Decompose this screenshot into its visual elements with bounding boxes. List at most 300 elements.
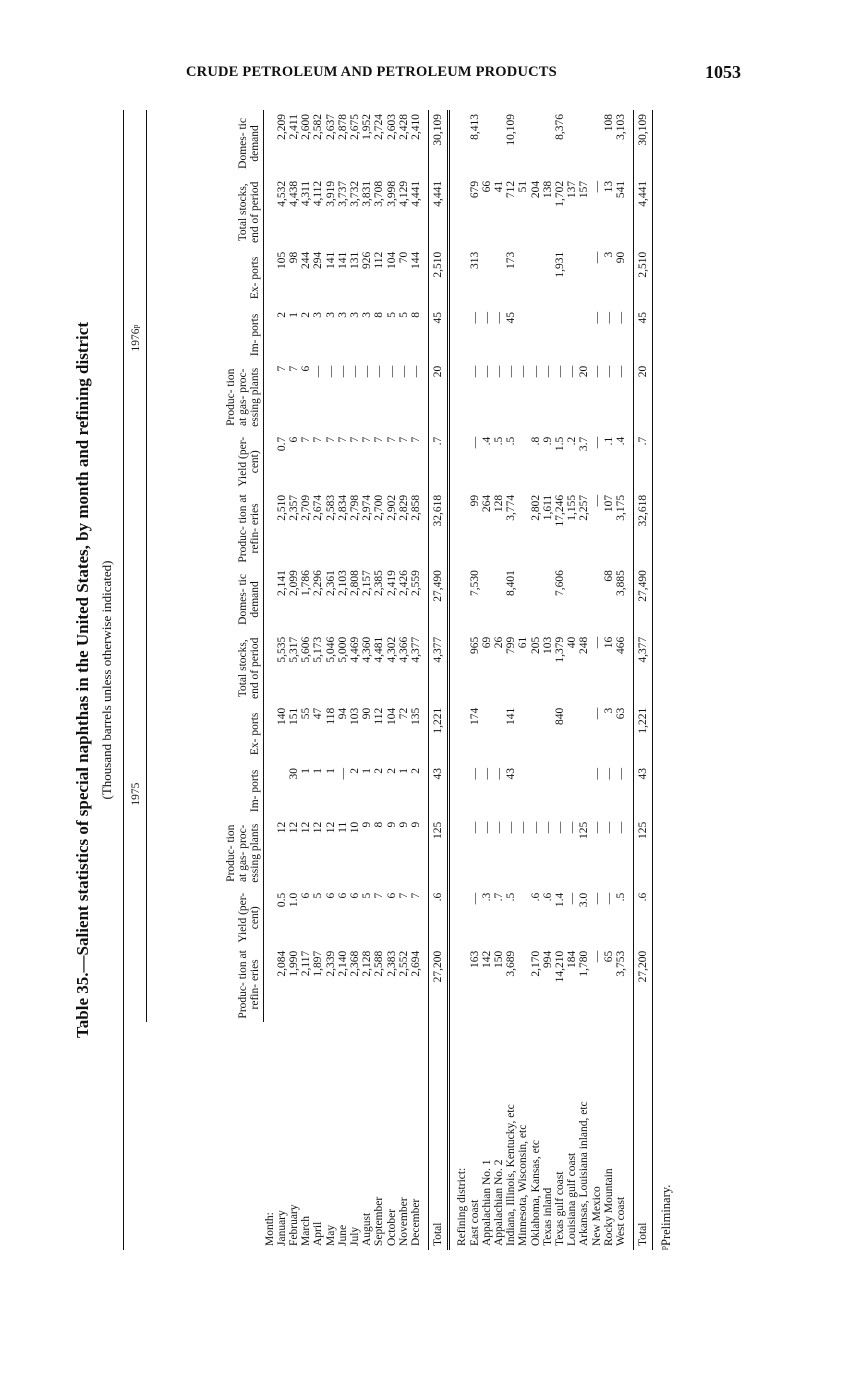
cell-1976-col3: —	[397, 365, 410, 378]
cell-1975-col1: 184	[566, 950, 579, 969]
cell-1975-col2: —	[468, 892, 481, 905]
cell-1976-col3: —	[312, 365, 325, 378]
month-row	[288, 110, 300, 1250]
cell-1975-col6: 4,377	[429, 633, 449, 704]
cell-1976-col4: —	[602, 312, 615, 324]
cell-1976-col5: —	[590, 251, 603, 264]
cell-1975-col6: 4,302	[385, 636, 398, 663]
column-header-1975-4: Im- ports	[147, 764, 264, 818]
cell-1976-col5	[530, 248, 542, 308]
cell-1976-col3: —	[602, 365, 615, 378]
cell-1975-col3: 12	[312, 821, 325, 834]
cell-1976-col5: 244	[300, 251, 313, 270]
cell-1975-col4: 1	[397, 767, 410, 774]
cell-1976-col2: 3.7	[578, 436, 591, 452]
footnote-text: Preliminary.	[659, 1184, 673, 1246]
cell-1976-col1: 2,829	[397, 494, 410, 521]
cell-1976-col5: 294	[312, 251, 325, 270]
cell-1976-col3: —	[348, 365, 361, 378]
cell-1976-col5: 3	[602, 251, 615, 258]
cell-1976-col4: 45	[634, 308, 653, 362]
cell-1976-col3: 20	[634, 362, 653, 433]
cell-1975-col1: 3,689	[505, 950, 518, 977]
cell-1975-col6: 103	[541, 636, 554, 655]
cell-1976-col5: 141	[336, 251, 349, 270]
cell-1976-col6: 4,441	[634, 177, 653, 248]
row-label: Rocky Mountain	[602, 1168, 615, 1246]
cell-1975-col2: —	[566, 892, 579, 905]
cell-1975-col3: —	[517, 821, 530, 834]
row-label: January	[275, 1210, 288, 1246]
cell-1976-col4: 3	[312, 312, 325, 318]
cell-1975-col5: 1,221	[634, 704, 653, 764]
cell-1976-col3: —	[492, 365, 505, 378]
cell-1975-col1: 142	[480, 950, 493, 969]
cell-1976-col1: 128	[492, 494, 505, 513]
cell-1976-col4: 2	[275, 312, 288, 318]
cell-1975-col1: 2,339	[324, 950, 337, 977]
cell-1976-col4: 3	[336, 312, 349, 318]
cell-1975-col1: 2,368	[348, 950, 361, 977]
cell-1976-col7	[542, 110, 554, 177]
cell-1976-col5: 104	[385, 251, 398, 270]
cell-1975-col5	[578, 704, 590, 764]
cell-1975-col6: 5,535	[275, 636, 288, 663]
cell-1976-col1: 32,618	[429, 491, 449, 566]
cell-1975-col6: 4,377	[634, 633, 653, 704]
column-header-1976-6: Total stocks, end of period	[147, 177, 264, 248]
cell-1976-col4: —	[614, 312, 627, 324]
column-header-1976-1: Produc- tion at refin- eries	[147, 491, 264, 566]
row-label: New Mexico	[590, 1186, 603, 1246]
cell-1976-col4: 5	[397, 312, 410, 318]
cell-1975-col1: —	[590, 950, 603, 963]
cell-1976-col2: .1	[602, 436, 615, 446]
cell-1976-col3: —	[566, 365, 579, 378]
cell-1975-col3: 125	[634, 818, 653, 889]
cell-1976-col4: 45	[505, 312, 518, 324]
cell-1976-col7	[578, 110, 590, 177]
cell-1976-col5	[481, 248, 493, 308]
cell-1975-col2: 6	[385, 892, 398, 899]
cell-1976-col3: 20	[429, 362, 449, 433]
cell-1975-col7: 2,808	[348, 570, 361, 596]
row-label: Arkansas, Louisiana inland, etc	[578, 1101, 591, 1246]
cell-1976-col6: —	[590, 180, 603, 193]
cell-1976-col6: 541	[614, 180, 627, 199]
column-header-1976-2: Yield (per- cent)	[147, 433, 264, 491]
cell-1975-col7	[566, 566, 578, 633]
cell-1975-col7: 3,885	[614, 570, 627, 596]
row-label: Indiana, Illinois, Kentucky, etc	[505, 1104, 518, 1246]
cell-1976-col1: 2,709	[300, 494, 313, 521]
cell-1976-col3: 6	[300, 365, 313, 372]
cell-1975-col5: —	[590, 707, 603, 720]
cell-1975-col7: 68	[602, 570, 615, 582]
district-row	[554, 110, 566, 1250]
cell-1976-col7: 2,428	[397, 114, 410, 140]
cell-1976-col1: 264	[480, 494, 493, 513]
cell-1976-col6: 66	[480, 180, 493, 193]
cell-1976-col2: .4	[480, 436, 493, 446]
cell-1976-col3: —	[385, 365, 398, 378]
cell-1975-col2: 1.0	[287, 892, 300, 908]
cell-1975-col7	[542, 566, 554, 633]
cell-1976-col4: —	[480, 312, 493, 324]
cell-1975-col3: —	[566, 821, 579, 834]
cell-1975-col6: —	[590, 636, 603, 649]
month-row	[410, 110, 422, 1250]
cell-1976-col4: 3	[361, 312, 374, 318]
row-label: Oklahoma, Kansas, etc	[529, 1139, 542, 1246]
cell-1976-col2: .7	[634, 433, 653, 491]
year-header-1976	[124, 110, 147, 566]
cell-1975-col1: 3,753	[614, 950, 627, 977]
table-wrap	[123, 110, 653, 1250]
cell-1975-col7: 27,490	[429, 566, 449, 633]
cell-1975-col6: 5,606	[300, 636, 313, 663]
table-subtitle: (Thousand barrels unless otherwise indicated)	[99, 560, 114, 800]
row-label: West coast	[614, 1196, 627, 1246]
cell-1976-col2: 6	[287, 436, 300, 443]
cell-1975-col5: 1,221	[429, 704, 449, 764]
cell-1976-col7	[566, 110, 578, 177]
row-label: Appalachian No. 2	[492, 1159, 505, 1246]
cell-1975-col7: 2,157	[361, 570, 374, 596]
cell-1975-col7: 2,559	[409, 570, 422, 596]
cell-1975-col1: 2,117	[300, 950, 313, 977]
cell-1975-col3: —	[553, 821, 566, 834]
row-label: East coast	[468, 1199, 481, 1246]
cell-1975-col7: 8,401	[505, 570, 518, 596]
row-label: Total	[429, 1022, 449, 1250]
cell-1975-col7	[578, 566, 590, 633]
district-row	[530, 110, 542, 1250]
cell-1976-col2: .2	[566, 436, 579, 446]
row-label: November	[397, 1197, 410, 1246]
district-row	[493, 110, 505, 1250]
cell-1976-col4: 3	[348, 312, 361, 318]
cell-1976-col1: 32,618	[634, 491, 653, 566]
footnote	[659, 1185, 674, 1250]
cell-1975-col6: 205	[529, 636, 542, 655]
cell-1976-col1: 107	[602, 494, 615, 513]
row-label: April	[312, 1221, 325, 1246]
row-label	[449, 1022, 457, 1250]
cell-1975-col1: 994	[541, 950, 554, 969]
district-row	[578, 110, 590, 1250]
cell-1975-col6: 5,046	[324, 636, 337, 663]
row-label: June	[336, 1224, 349, 1246]
district-row	[603, 110, 615, 1250]
cell-1975-col1: 2,383	[385, 950, 398, 977]
cell-1976-col1: 2,700	[373, 494, 386, 521]
cell-1975-col3: —	[541, 821, 554, 834]
row-label: May	[324, 1224, 337, 1246]
month-row	[300, 110, 312, 1250]
cell-1975-col6: 26	[492, 636, 505, 649]
cell-1975-col4: 2	[409, 767, 422, 774]
cell-1975-col5: 72	[397, 707, 410, 720]
cell-1976-col6: 1,702	[553, 180, 566, 207]
cell-1976-col7: 2,600	[300, 114, 313, 140]
cell-1976-col2: 7	[385, 436, 398, 443]
cell-1975-col4: 43	[429, 764, 449, 818]
cell-1975-col5: 63	[614, 707, 627, 720]
cell-1976-col7	[591, 110, 603, 177]
cell-1976-col1: 2,510	[275, 494, 288, 521]
cell-1975-col1: 1,897	[312, 950, 325, 977]
cell-1975-col1	[517, 947, 529, 1022]
cell-1975-col5	[493, 704, 505, 764]
cell-1975-col2: .3	[480, 892, 493, 902]
cell-1975-col2: 1.4	[553, 892, 566, 908]
cell-1975-col1: 2,140	[336, 950, 349, 977]
cell-1976-col6: 41	[492, 180, 505, 193]
cell-1976-col5	[566, 248, 578, 308]
cell-1976-col2: 7	[300, 436, 313, 443]
cell-1975-col3: —	[480, 821, 493, 834]
cell-1975-col1: 27,200	[634, 947, 653, 1022]
cell-1976-col2: 7	[324, 436, 337, 443]
cell-1975-col1: 14,210	[553, 950, 566, 983]
cell-1976-col7: 30,109	[429, 110, 449, 177]
cell-1976-col3: 7	[287, 365, 300, 372]
district-row	[481, 110, 493, 1250]
cell-1976-col5	[517, 248, 529, 308]
district-section-heading	[456, 110, 468, 1250]
row-label: Texas inland	[541, 1187, 554, 1246]
column-header-1975-1: Produc- tion at refin- eries	[147, 947, 264, 1022]
cell-1976-col6: 3,998	[385, 180, 398, 207]
cell-1975-col6: 248	[578, 636, 591, 655]
cell-1975-col3: —	[590, 821, 603, 834]
month-total-row	[429, 110, 449, 1250]
cell-1976-col2: .7	[429, 433, 449, 491]
cell-1976-col2: 7	[397, 436, 410, 443]
cell-1976-col3: 20	[578, 365, 591, 378]
cell-1975-col3: 11	[336, 821, 349, 833]
cell-1976-col6: 137	[566, 180, 579, 199]
cell-1976-col5: 173	[505, 251, 518, 270]
district-row	[505, 110, 517, 1250]
cell-1976-col3: —	[541, 365, 554, 378]
month-row	[276, 110, 288, 1250]
column-header-1976-7: Domes- tic demand	[147, 110, 264, 177]
column-header-1976-5: Ex- ports	[147, 248, 264, 308]
cell-1976-col4	[530, 308, 542, 362]
cell-1975-col5: 151	[287, 707, 300, 725]
cell-1975-col6: 5,317	[287, 636, 300, 663]
cell-1976-col5: 1,931	[553, 251, 566, 278]
column-header-1975-5: Ex- ports	[147, 704, 264, 764]
cell-1975-col3: 12	[324, 821, 337, 834]
cell-1975-col3: —	[602, 821, 615, 834]
cell-1975-col5	[530, 704, 542, 764]
footnote-mark: p	[659, 1246, 668, 1250]
cell-1975-col6: 69	[480, 636, 493, 649]
cell-1975-col2	[517, 889, 529, 947]
cell-1975-col1: 2,170	[529, 950, 542, 977]
cell-1975-col2: .6	[429, 889, 449, 947]
cell-1975-col6: 1,379	[553, 636, 566, 663]
cell-1975-col3: 125	[578, 821, 591, 839]
cell-1976-col2: 7	[348, 436, 361, 443]
page-number: 1053	[705, 62, 741, 82]
district-row	[517, 110, 529, 1250]
cell-1976-col6: 4,441	[429, 177, 449, 248]
cell-1975-col4: 2	[385, 767, 398, 774]
cell-1975-col5: 840	[553, 707, 566, 725]
cell-1975-col5: 118	[324, 707, 337, 725]
cell-1975-col2: 0.5	[275, 892, 288, 908]
cell-1976-col4: 3	[324, 312, 337, 318]
cell-1975-col6: 4,360	[361, 636, 374, 663]
cell-1975-col2: 6	[300, 892, 313, 899]
cell-1976-col6: 3,919	[324, 180, 337, 207]
cell-1976-col2: 0.7	[275, 436, 288, 452]
cell-1976-col4: 8	[373, 312, 386, 318]
cell-1975-col2: —	[602, 892, 615, 905]
cell-1975-col5: 174	[468, 707, 481, 725]
cell-1976-col1: 99	[468, 494, 481, 507]
cell-1976-col6: 712	[505, 180, 518, 199]
cell-1975-col7	[493, 566, 505, 633]
stub-header	[124, 1022, 264, 1250]
cell-1975-col4	[542, 764, 554, 818]
cell-1976-col2: 7	[361, 436, 374, 443]
cell-1975-col2: .6	[541, 892, 554, 902]
cell-1975-col1: 163	[468, 950, 481, 969]
cell-1976-col1: —	[590, 494, 603, 507]
cell-1975-col1: 150	[492, 950, 505, 969]
cell-1976-col1: 1,155	[566, 494, 579, 521]
cell-1975-col4: 2	[373, 767, 386, 774]
district-total-row	[634, 110, 653, 1250]
cell-1975-col4: 1	[300, 767, 313, 774]
cell-1976-col5: 2,510	[429, 248, 449, 308]
cell-1975-col7: 2,296	[312, 570, 325, 596]
cell-1975-col3: 9	[385, 821, 398, 828]
cell-1976-col7: 2,410	[409, 114, 422, 140]
cell-1975-col3: 10	[348, 821, 361, 834]
cell-1975-col7: 1,786	[300, 570, 313, 596]
cell-1975-col7: 2,141	[275, 570, 288, 596]
row-label: August	[361, 1212, 374, 1246]
cell-1976-col1: 2,902	[385, 494, 398, 521]
row-label: Minnesota, Wisconsin, etc	[517, 1124, 530, 1246]
cell-1975-col1: 2,552	[397, 950, 410, 977]
cell-1976-col7: 2,724	[373, 114, 386, 140]
cell-1975-col6: 16	[602, 636, 615, 649]
cell-1975-col2: .5	[505, 892, 518, 902]
cell-1975-col1: 2,588	[373, 950, 386, 977]
cell-1976-col6: 4,311	[300, 180, 313, 207]
cell-1975-col7: 2,419	[385, 570, 398, 596]
cell-1975-col2: 5	[312, 892, 325, 899]
cell-1975-col1: 27,200	[429, 947, 449, 1022]
cell-1976-col3: —	[529, 365, 542, 378]
cell-1976-col1: 3,175	[614, 494, 627, 521]
cell-1975-col2: —	[590, 892, 603, 905]
cell-1975-col5: 55	[300, 707, 313, 720]
row-label: October	[385, 1208, 398, 1246]
row-label: December	[409, 1198, 422, 1246]
cell-1976-col1: 2,357	[287, 494, 300, 521]
cell-1976-col5: 926	[361, 251, 374, 270]
cell-1975-col5: 94	[336, 707, 349, 720]
cell-1975-col6: 5,173	[312, 636, 325, 663]
cell-1976-col6: 4,112	[312, 180, 325, 207]
district-row	[469, 110, 481, 1250]
cell-1976-col6: 4,441	[409, 180, 422, 207]
cell-1976-col3: —	[505, 365, 518, 378]
cell-1975-col6: 799	[505, 636, 518, 655]
cell-1976-col3: —	[373, 365, 386, 378]
cell-1976-col3: 7	[275, 365, 288, 372]
row-label: February	[287, 1204, 300, 1246]
district-row	[591, 110, 603, 1250]
cell-1976-col2: 7	[409, 436, 422, 443]
cell-1976-col6: 3,732	[348, 180, 361, 207]
cell-1975-col1: 1,780	[578, 950, 591, 977]
cell-1976-col1: 2,834	[336, 494, 349, 521]
year-footnote-mark: p	[131, 324, 140, 329]
cell-1976-col1: 2,257	[578, 494, 591, 521]
cell-1976-col5: 105	[275, 251, 288, 270]
cell-1976-col1: 17,246	[553, 494, 566, 527]
cell-1975-col7	[481, 566, 493, 633]
cell-1976-col2: .9	[541, 436, 554, 446]
district-row	[566, 110, 578, 1250]
cell-1975-col4: —	[602, 767, 615, 780]
cell-1976-col5: 141	[324, 251, 337, 270]
cell-1976-col3: —	[590, 365, 603, 378]
cell-1976-col3: —	[468, 365, 481, 378]
cell-1975-col3: 125	[429, 818, 449, 889]
cell-1976-col4: —	[468, 312, 481, 324]
cell-1975-col2: 5	[361, 892, 374, 899]
district-row	[615, 110, 627, 1250]
cell-1976-col6: 3,708	[373, 180, 386, 207]
cell-1976-col2	[517, 433, 529, 491]
column-header-1975-7: Domes- tic demand	[147, 566, 264, 633]
cell-1976-col6: 13	[602, 180, 615, 193]
cell-1976-col3: —	[361, 365, 374, 378]
cell-1975-col3: 12	[300, 821, 313, 834]
cell-1975-col1: 2,694	[409, 950, 422, 977]
cell-1976-col7: 2,637	[324, 114, 337, 140]
cell-1975-col4: —	[492, 767, 505, 780]
cell-1975-col3: —	[529, 821, 542, 834]
cell-1976-col7: 10,109	[505, 114, 518, 146]
running-title: CRUDE PETROLEUM AND PETROLEUM PRODUCTS	[186, 64, 557, 80]
cell-1975-col2: 6	[336, 892, 349, 899]
cell-1976-col2: 7	[312, 436, 325, 443]
cell-1976-col6: 3,737	[336, 180, 349, 207]
cell-1975-col6: 4,481	[373, 636, 386, 663]
cell-1976-col6: 4,438	[287, 180, 300, 207]
month-row	[386, 110, 398, 1250]
cell-1975-col6: 466	[614, 636, 627, 655]
month-row	[337, 110, 349, 1250]
cell-1976-col7: 2,209	[275, 114, 288, 140]
row-label: Appalachian No. 1	[480, 1159, 493, 1246]
cell-1975-col3: —	[505, 821, 518, 834]
cell-1976-col2: 7	[336, 436, 349, 443]
cell-1975-col4: 2	[348, 767, 361, 774]
rotated-table-page	[55, 90, 695, 1270]
